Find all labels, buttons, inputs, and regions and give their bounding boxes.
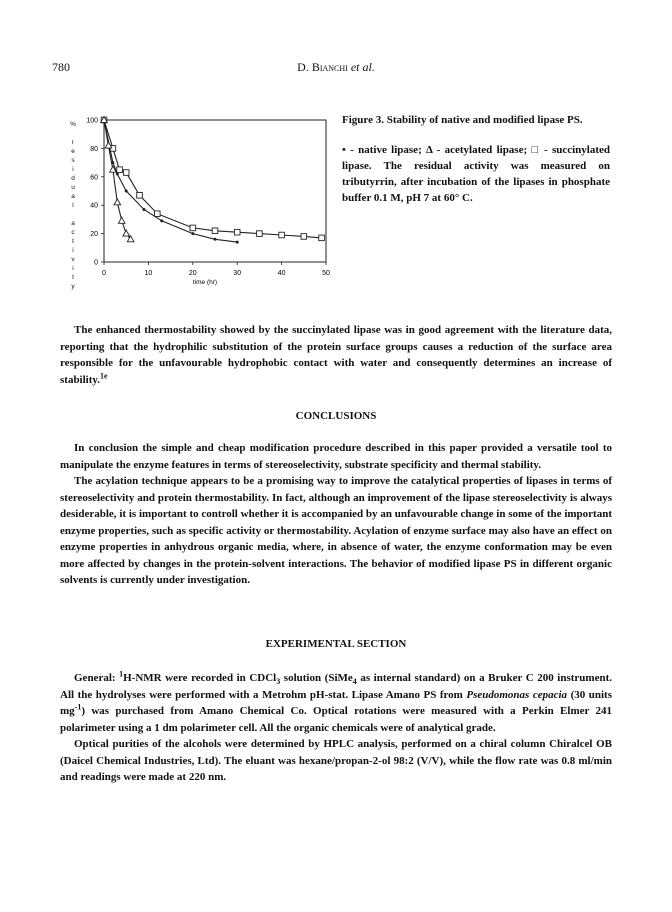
data-point-dot xyxy=(214,238,217,241)
paragraph-text: Optical purities of the alcohols were determined by HPLC analysis, performed on a chiral column Chiralcel OB (Daicel Chemical Industries, Ltd). The eluant was hexane/propan-2-ol 98:2 (V/V), while the flow rate was 0.8 ml/min and readings were made at 220 nm. xyxy=(60,738,612,783)
experimental-paragraph-1: General: $^1$H-NMR were recorded in CDCl$_3$ solution (SiMe$_4$ as internal standard) on a Bruker C 200 instrument. All the hydrolyses were performed with a Metrohm pH-stat. Lipase Amano PS from Pseudomonas cepacia (30 units $mg^{-1}$) was purchased from Amano Chemical Co. Optical rotations were measured with a Perkin Elmer 241 polarimeter using a 1 dm polarimeter cell. All the organic chemicals were of analytical grade. xyxy=(60,669,612,734)
chart-svg xyxy=(62,100,352,300)
figure-caption-title: Figure 3. Stability of native and modified lipase PS. xyxy=(342,114,583,126)
x-tick-label: 10 xyxy=(144,270,153,277)
running-head xyxy=(0,60,672,75)
y-axis-label: % r e s i d u a l a c t i v i t y xyxy=(70,121,76,290)
running-head-etal: et al. xyxy=(350,60,375,74)
data-point-dot xyxy=(236,241,239,244)
y-tick-label: 20 xyxy=(90,231,98,239)
x-tick-label: 50 xyxy=(322,270,330,277)
x-tick-label: 20 xyxy=(188,270,197,277)
experimental-paragraph-2 xyxy=(60,736,612,786)
figure-caption xyxy=(342,112,610,206)
conclusions-paragraph-2 xyxy=(60,473,612,589)
data-point-square xyxy=(212,228,218,234)
data-point-triangle xyxy=(123,230,130,236)
data-point-dot xyxy=(160,219,163,222)
paragraph-text: The enhanced thermostability showed by the succinylated lipase was in good agreement with the literature data, reporting that the hydrophilic substitution of the protein surface groups causes a reduction of the surface area responsible for the unfavourable hydrophobic contact with water and consequently determines an increase of stability. xyxy=(60,324,612,386)
series-line xyxy=(104,120,237,242)
data-point-dot xyxy=(125,190,128,193)
reference-superscript: 1e xyxy=(100,370,108,380)
data-point-square xyxy=(117,167,123,173)
y-tick-label: 0 xyxy=(94,259,98,267)
data-point-square xyxy=(319,235,325,241)
y-tick-label: 60 xyxy=(90,174,98,182)
data-point-dot xyxy=(142,208,145,211)
section-heading-experimental: EXPERIMENTAL SECTION xyxy=(265,638,407,650)
body-paragraph xyxy=(60,322,612,388)
data-point-square xyxy=(154,211,160,217)
data-point-dot xyxy=(116,172,119,175)
paragraph-text: In conclusion the simple and cheap modification procedure described in this paper provided a versatile tool to manipulate the enzyme features in terms of stereoselectivity, substrate specificity and thermal stability. xyxy=(60,442,612,471)
data-point-square xyxy=(301,234,307,240)
stability-chart xyxy=(62,100,352,300)
y-tick-label: 80 xyxy=(90,145,98,153)
y-tick-label: 100 xyxy=(86,117,98,125)
x-tick-label: 40 xyxy=(277,270,286,277)
data-point-dot xyxy=(191,232,194,235)
x-tick-label: 0 xyxy=(102,270,106,277)
conclusions-paragraph-1 xyxy=(60,440,612,473)
data-point-square xyxy=(123,170,129,176)
data-point-square xyxy=(234,229,240,235)
general-label: General: xyxy=(74,672,116,684)
section-heading-conclusions: CONCLUSIONS xyxy=(295,410,377,422)
paragraph-text: The acylation technique appears to be a promising way to improve the catalytical properties of lipases in terms of stereoselectivity and protein thermostability. In fact, although an improvement of the lipase stereoselectivity is always desiderable, it is important to controll whether it is accompanied by an unfavourable change in some of the important enzyme properties, such as specific activity or thermostability. Acylation of enzyme surface may also have an effect on enzyme properties in anhydrous organic media, where, in absence of water, the enzyme conformation may be even more affected by changes in the protein-solvent interactions. The behavior of modified lipase PS in different organic solvents is currently under investigation. xyxy=(60,475,612,586)
data-point-square xyxy=(190,225,196,231)
data-point-square xyxy=(257,231,263,237)
x-tick-label: 30 xyxy=(233,270,242,277)
data-point-triangle xyxy=(114,199,121,205)
data-point-triangle xyxy=(118,217,125,223)
figure-caption-body: • - native lipase; Δ - acetylated lipase; □ - succinylated lipase. The residual activity was measured on tributyrrin, after incubation of the lipases in phosphate buffer 0.1 M, pH 7 at 60° C. xyxy=(342,144,610,204)
species-name: Pseudomonas cepacia xyxy=(466,688,568,701)
page-number: 780 xyxy=(52,60,70,74)
series-line xyxy=(104,120,322,238)
x-axis-label: time (hr) xyxy=(192,279,218,286)
data-point-square xyxy=(279,232,285,238)
y-tick-label: 40 xyxy=(90,202,98,210)
running-head-author: D. Bianchi xyxy=(297,60,348,74)
data-point-square xyxy=(137,192,143,198)
superscript: 1 xyxy=(119,669,124,679)
